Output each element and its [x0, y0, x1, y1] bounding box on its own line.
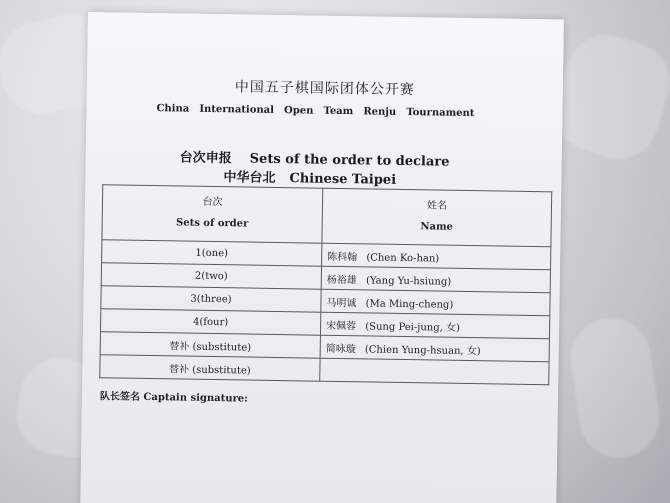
player-name-cell	[320, 358, 549, 385]
title-en-word: Tournament	[406, 107, 475, 120]
player-name-cn: 简咏璇	[325, 343, 356, 355]
header-right-cn: 姓名	[426, 200, 448, 212]
table-header-right	[322, 188, 552, 247]
title-en-word: International	[199, 103, 275, 116]
team-name-en: Chinese Taipei	[289, 171, 397, 188]
document-page	[80, 12, 564, 503]
heading-cn: 台次申报	[179, 150, 232, 167]
document-title-en	[156, 103, 474, 119]
title-en-word: Team	[323, 105, 354, 118]
title-en-word: Open	[284, 105, 314, 117]
player-name-cn: 马明诚	[326, 297, 357, 309]
background-fabric-fold	[566, 313, 665, 463]
order-cell: 2(two)	[101, 263, 321, 289]
player-name-en: (Ma Ming-cheng)	[365, 297, 454, 311]
table-header-left	[102, 185, 323, 243]
player-name-cn: 陈科翰	[327, 251, 358, 263]
order-cell: 3(three)	[101, 286, 321, 312]
header-left-en: Sets of order	[175, 217, 249, 230]
header-right-en: Name	[420, 221, 454, 233]
player-name-en: (Chen Ko-han)	[366, 251, 440, 265]
player-name-cn: 宋佩蓉	[326, 320, 357, 332]
order-cell: 4(four)	[100, 309, 320, 335]
title-en-word: Renju	[363, 106, 397, 118]
player-name-cn: 杨裕雄	[326, 274, 357, 286]
player-name-en: (Yang Yu-hsiung)	[365, 274, 452, 288]
header-left-cn: 台次	[202, 196, 223, 209]
order-cell: 替补 (substitute)	[100, 355, 320, 381]
document-title-cn: 中国五子棋国际团体公开赛	[234, 79, 415, 99]
title-en-word: China	[156, 103, 190, 115]
team-heading	[223, 166, 396, 188]
order-table	[99, 184, 552, 385]
team-name-cn: 中华台北	[223, 170, 276, 186]
heading-en: Sets of the order to declare	[249, 151, 450, 170]
captain-signature-label: 队长签名 Captain signature:	[99, 391, 248, 405]
player-name-en: (Chien Yung-hsuan, 女)	[364, 343, 481, 357]
declaration-heading	[180, 146, 450, 169]
paper-sheet	[80, 12, 564, 503]
order-cell: 1(one)	[102, 240, 322, 266]
table-header-row	[102, 185, 552, 247]
player-name-en: (Sung Pei-jung, 女)	[365, 320, 460, 334]
order-cell: 替补 (substitute)	[100, 332, 320, 358]
